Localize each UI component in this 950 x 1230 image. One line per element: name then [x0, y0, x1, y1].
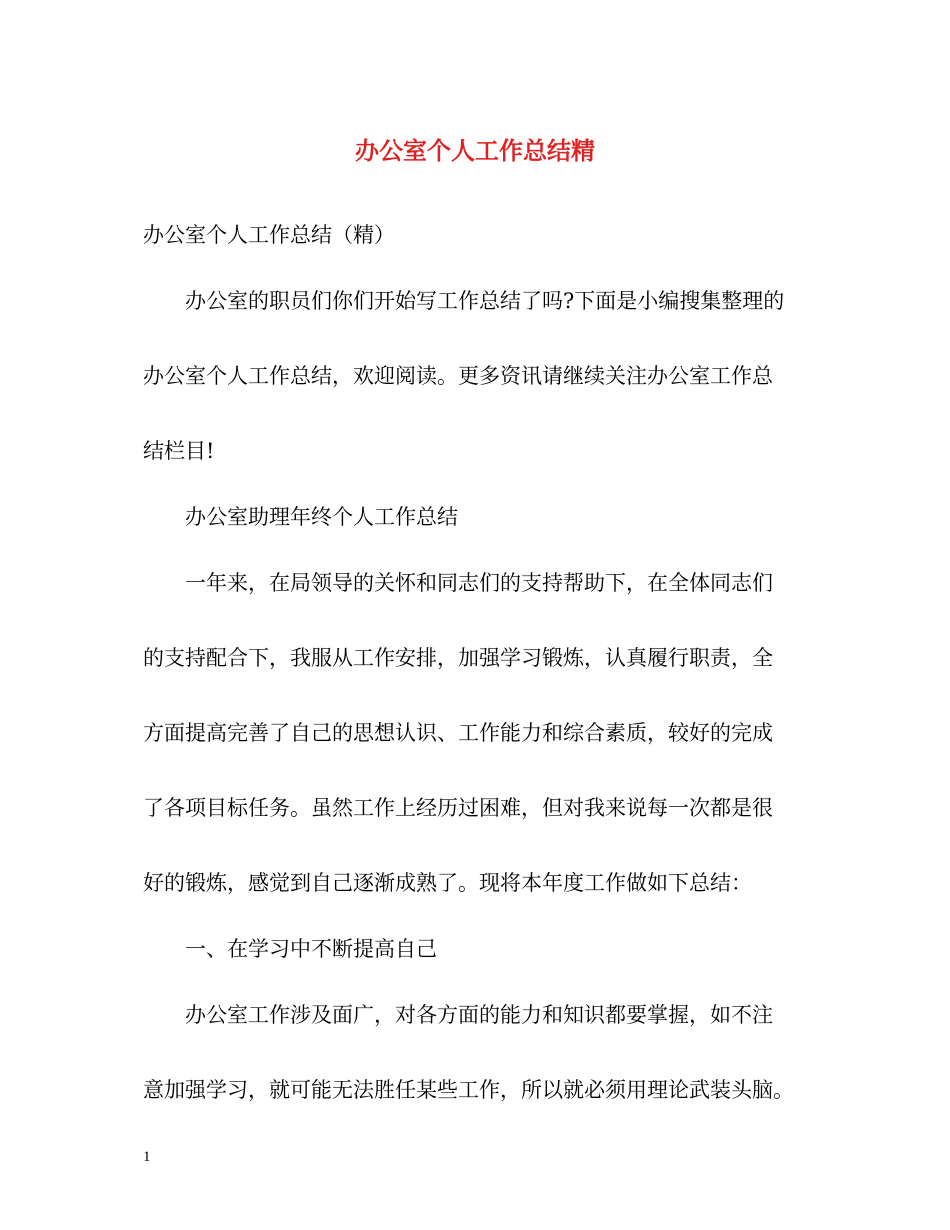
body-line: 一年来，在局领导的关怀和同志们的支持帮助下，在全体同志们 [185, 571, 773, 595]
body-line: 办公室助理年终个人工作总结 [185, 505, 458, 529]
body-line: 办公室个人工作总结（精） [143, 223, 395, 247]
document-body [143, 218, 803, 1107]
body-line: 好的锻炼，感觉到自己逐渐成熟了。现将本年度工作做如下总结： [143, 871, 752, 895]
body-line: 了各项目标任务。虽然工作上经历过困难，但对我来说每一次都是很 [143, 796, 773, 820]
body-line: 一、在学习中不断提高自己 [185, 937, 437, 961]
document-title: 办公室个人工作总结精 [355, 136, 595, 165]
body-line: 办公室的职员们你们开始写工作总结了吗?下面是小编搜集整理的 [185, 289, 785, 313]
body-line: 办公室个人工作总结，欢迎阅读。更多资讯请继续关注办公室工作总 [143, 364, 773, 388]
body-line: 意加强学习，就可能无法胜任某些工作，所以就必须用理论武装头脑。 [143, 1078, 794, 1102]
body-line: 方面提高完善了自己的思想认识、工作能力和综合素质，较好的完成 [143, 721, 773, 745]
body-line: 办公室工作涉及面广，对各方面的能力和知识都要掌握，如不注 [185, 1003, 773, 1027]
body-line: 结栏目! [143, 439, 215, 463]
page-number: 1 [143, 1149, 151, 1165]
body-line: 的支持配合下，我服从工作安排，加强学习锻炼，认真履行职责，全 [143, 646, 773, 670]
